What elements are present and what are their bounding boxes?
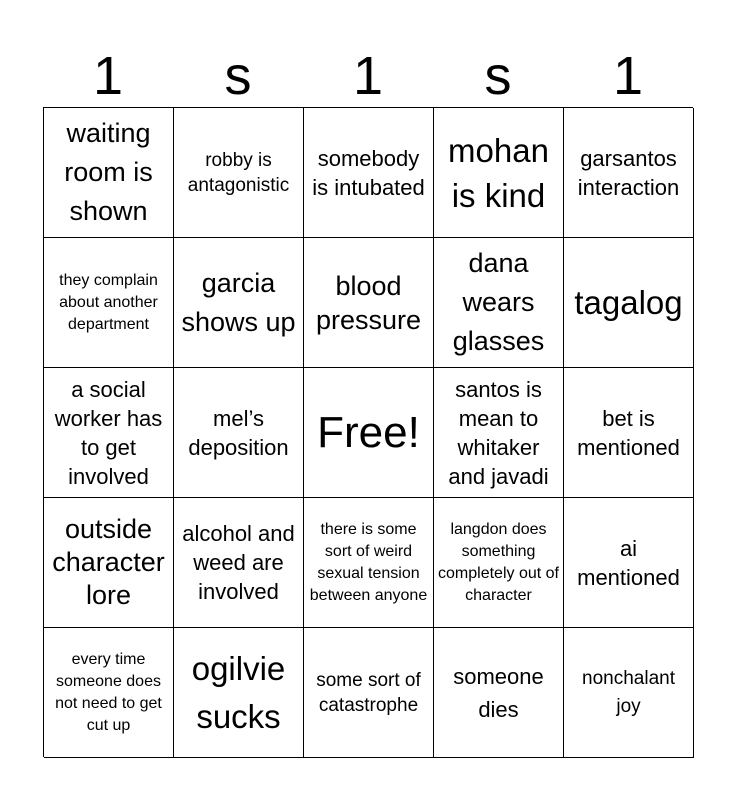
bingo-cell-r3c1[interactable]	[44, 368, 174, 498]
cell-text: some sort of catastrophe	[316, 669, 421, 716]
cell-text: mel’s deposition	[188, 405, 289, 460]
cell-text: they complain about another department	[59, 271, 158, 333]
free-space-cell[interactable]	[304, 368, 434, 498]
cell-text: tagalog	[574, 284, 683, 321]
header-letter-2: s	[224, 46, 252, 106]
bingo-cell-r5c1[interactable]	[44, 628, 174, 758]
bingo-cell-r5c5[interactable]	[564, 628, 694, 758]
cell-text: alcohol and weed are involved	[182, 521, 295, 604]
bingo-cell-r4c2[interactable]	[174, 498, 304, 628]
header-letter-3: 1	[352, 46, 384, 106]
bingo-cell-r5c2[interactable]	[174, 628, 304, 758]
bingo-cell-r1c5[interactable]	[564, 108, 694, 238]
bingo-cell-r1c3[interactable]	[304, 108, 434, 238]
cell-text: garcia shows up	[181, 267, 296, 337]
bingo-cell-r3c4[interactable]	[434, 368, 564, 498]
cell-text: every time someone does not need to get cut up	[55, 650, 162, 734]
cell-text: waiting room is shown	[64, 118, 153, 226]
free-space-text: Free!	[317, 407, 420, 457]
cell-text: somebody is intubated	[312, 145, 425, 200]
bingo-cell-r5c4[interactable]	[434, 628, 564, 758]
cell-text: robby is antagonistic	[187, 149, 290, 196]
cell-text: ai mentioned	[577, 535, 680, 590]
cell-text: someone dies	[453, 663, 544, 722]
bingo-cell-r4c3[interactable]	[304, 498, 434, 628]
cell-text: langdon does something completely out of character	[438, 520, 559, 604]
bingo-header	[43, 44, 693, 108]
cell-text: outside character lore	[52, 514, 165, 610]
bingo-cell-r4c4[interactable]	[434, 498, 564, 628]
header-letter-1: 1	[92, 46, 124, 106]
cell-text: there is some sort of weird sexual tension between anyone	[309, 520, 428, 604]
cell-text: nonchalant joy	[582, 667, 675, 717]
cell-text: blood pressure	[315, 270, 422, 335]
cell-text: bet is mentioned	[577, 405, 680, 460]
bingo-cell-r3c2[interactable]	[174, 368, 304, 498]
bingo-cell-r2c3[interactable]	[304, 238, 434, 368]
cell-text: a social worker has to get involved	[54, 376, 163, 489]
cell-text: garsantos interaction	[577, 145, 680, 200]
bingo-cell-r1c1[interactable]	[44, 108, 174, 238]
cell-text: mohan is kind	[448, 131, 549, 214]
bingo-cell-r3c5[interactable]	[564, 368, 694, 498]
bingo-cell-r4c1[interactable]	[44, 498, 174, 628]
cell-text: santos is mean to whitaker and javadi	[448, 376, 549, 489]
bingo-cell-r2c2[interactable]	[174, 238, 304, 368]
bingo-cell-r2c1[interactable]	[44, 238, 174, 368]
bingo-cell-r2c4[interactable]	[434, 238, 564, 368]
bingo-cell-r1c2[interactable]	[174, 108, 304, 238]
header-letter-4: s	[484, 46, 512, 106]
header-letter-5: 1	[612, 46, 644, 106]
bingo-cell-r1c4[interactable]	[434, 108, 564, 238]
bingo-cell-r5c3[interactable]	[304, 628, 434, 758]
cell-text: dana wears glasses	[452, 248, 545, 356]
bingo-board	[43, 107, 693, 757]
bingo-cell-r4c5[interactable]	[564, 498, 694, 628]
cell-text: ogilvie sucks	[191, 649, 286, 735]
bingo-cell-r2c5[interactable]	[564, 238, 694, 368]
